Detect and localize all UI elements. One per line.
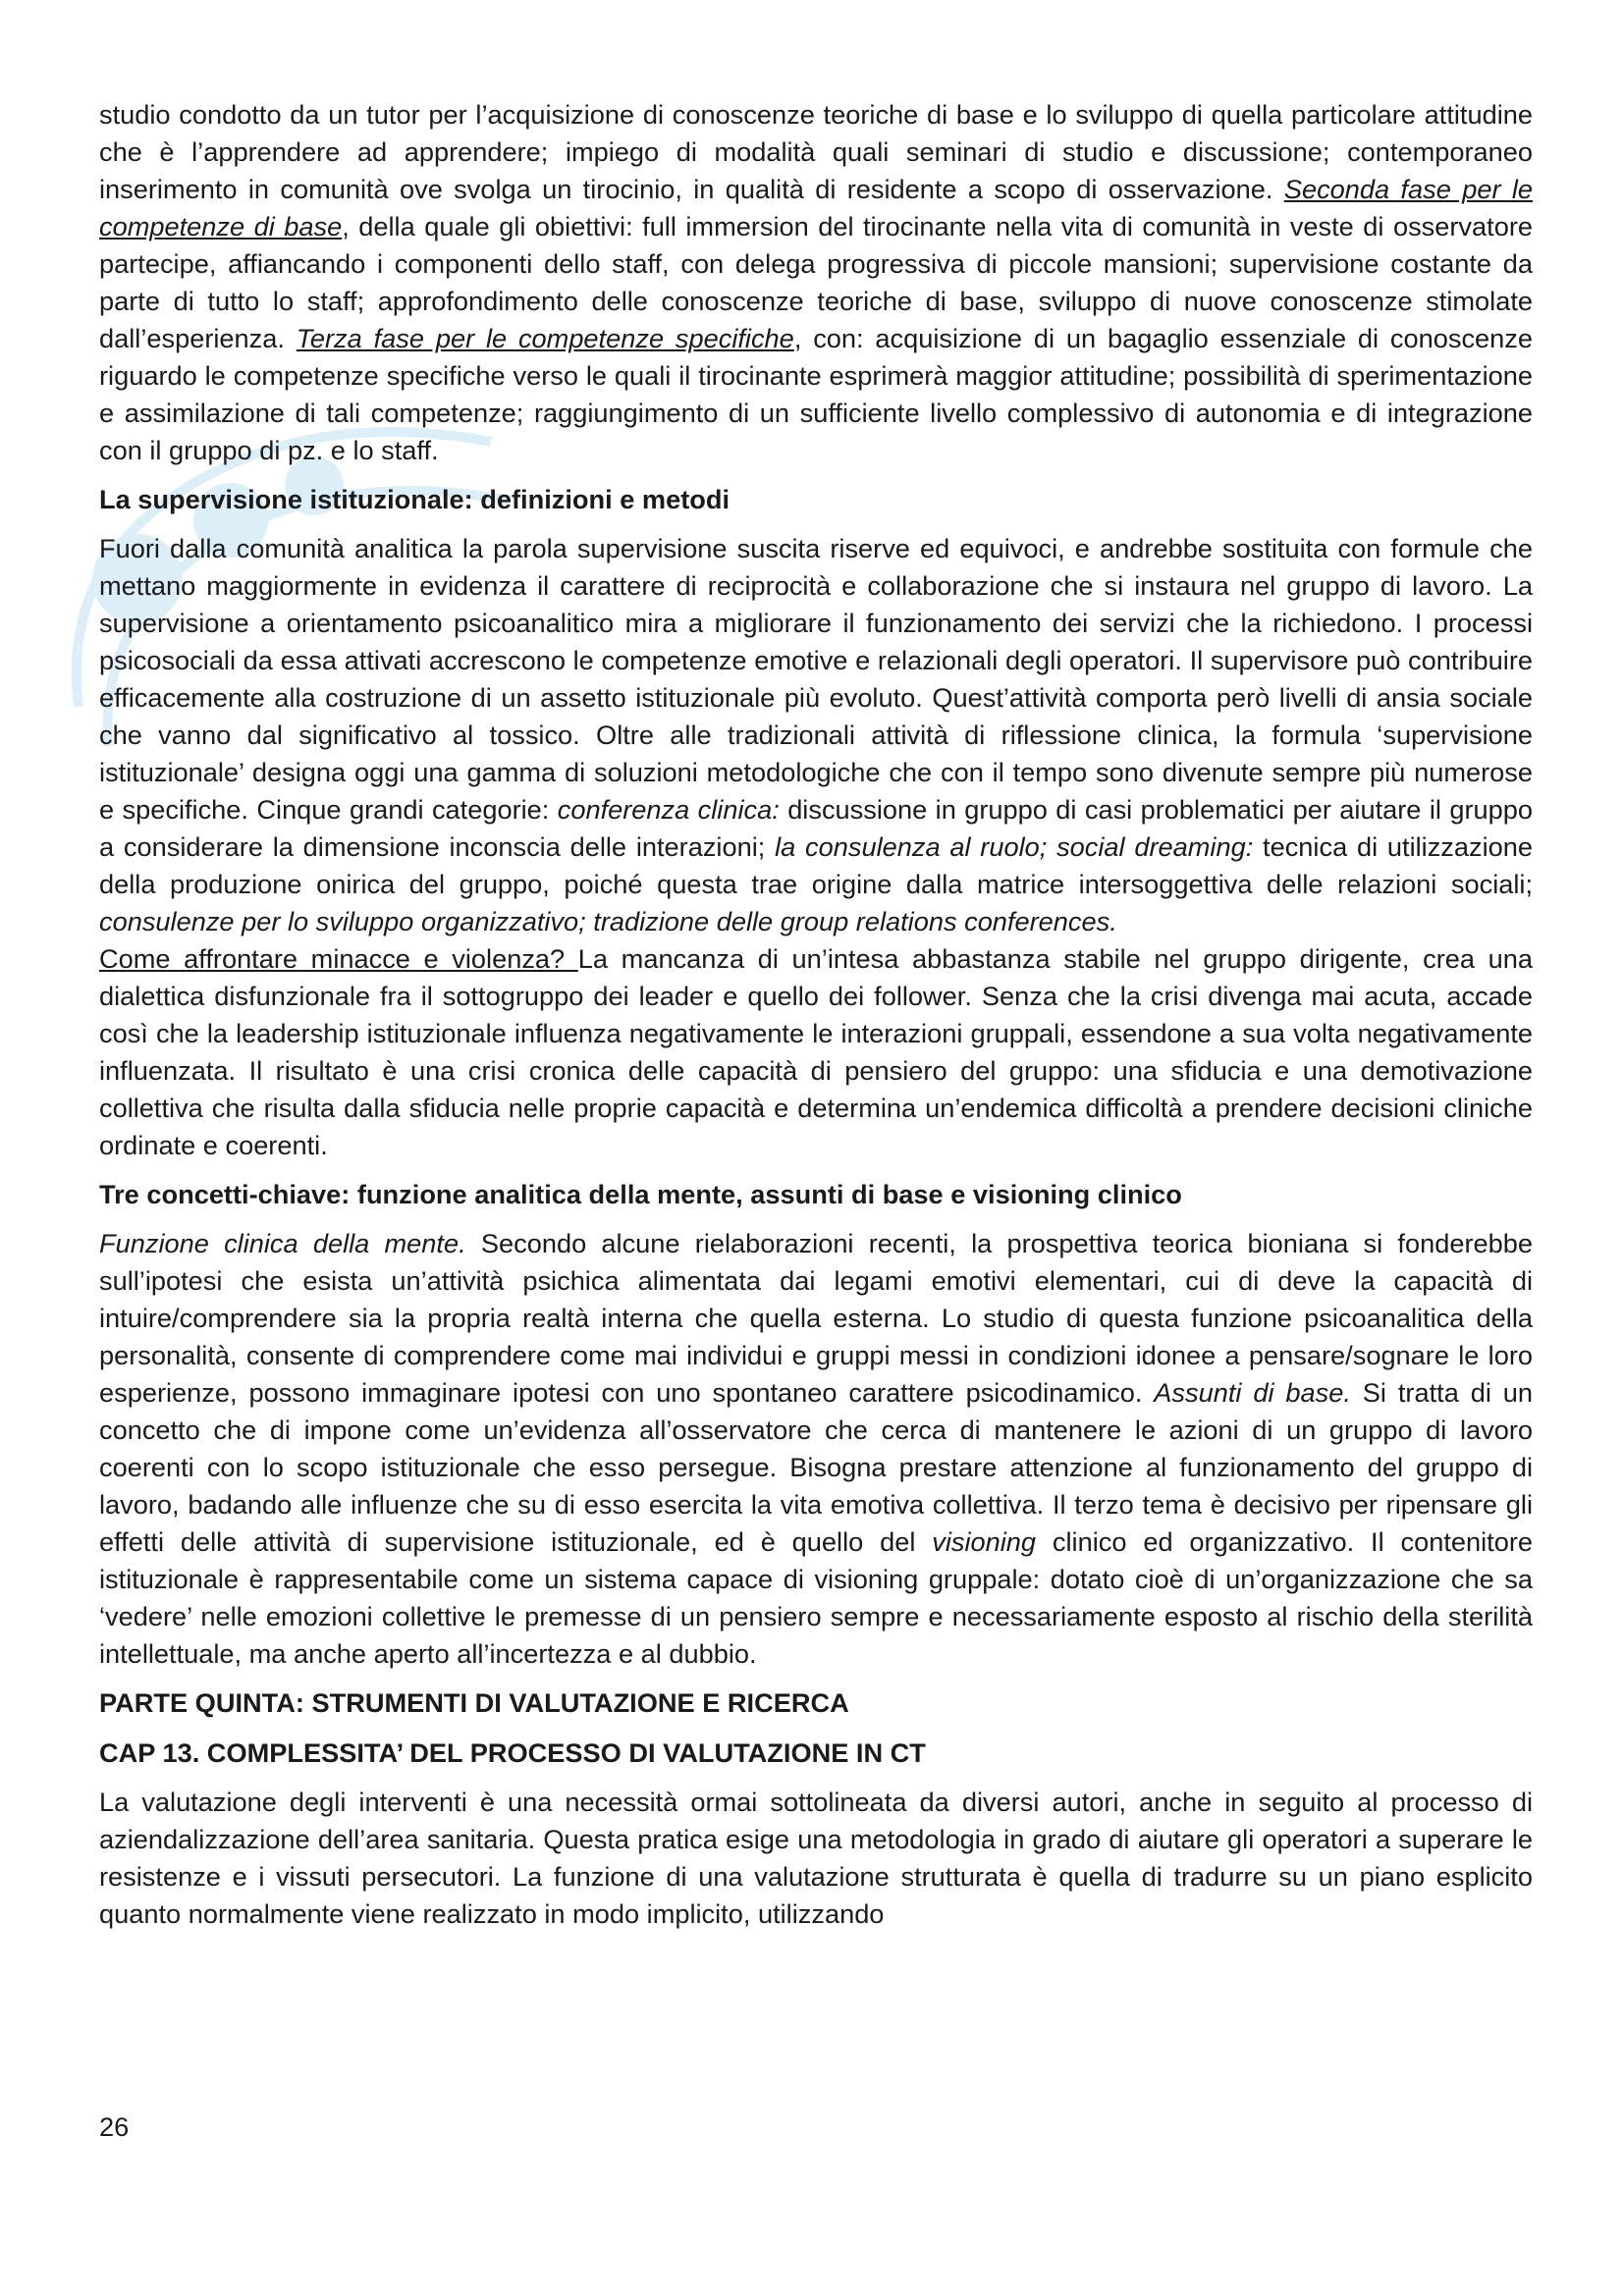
paragraph-training-phases: studio condotto da un tutor per l’acquisizione di conoscenze teoriche di base e lo sviluppo di quella particolare attitudine che è l’apprendere ad apprendere; impiego di modalità quali seminari di studio e discussione; contemporaneo inserimento in comunità ove svolga un tirocinio, in qualità di residente a scopo di osservazione. Seconda fase per le competenze di base, della quale gli obiettivi: full immersion del tirocinante nella vita di comunità in veste di osservatore partecipe, affiancando i componenti dello staff, con delega progressiva di piccole mansioni; supervisione costante da parte di tutto lo staff; approfondimento delle conoscenze teoriche di base, sviluppo di nuove conoscenze stimolate dall’esperienza. Terza fase per le competenze specifiche, con: acquisizione di un bagaglio essenziale di conoscenze riguardo le competenze specifiche verso le quali il tirocinante esprimerà maggior attitudine; possibilità di sperimentazione e assimilazione di tali competenze; raggiungimento di un sufficiente livello complessivo di autonomia e di integrazione con il gruppo di pz. e lo staff. <box>99 99 1534 465</box>
page-body <box>99 96 1533 1933</box>
clinical-function-term: Funzione clinica della mente. <box>99 1228 466 1258</box>
paragraph-key-concepts: Funzione clinica della mente. Secondo alcune rielaborazioni recenti, la prospettiva teorica bioniana si fonderebbe sull’ipotesi che esista un’attività psichica alimentata dai legami emotivi elementari, cui di deve la capacità di intuire/comprendere sia la propria realtà interna che quella esterna. Lo studio di questa funzione psicoanalitica della personalità, consente di comprendere come mai individui e gruppi messi in condizioni idonee a pensare/sognare le loro esperienze, possono immaginare ipotesi con uno spontaneo carattere psicodinamico. Assunti di base. Si tratta di un concetto che di impone come un’evidenza all’osservatore che cerca di mantenere le azioni di un gruppo di lavoro coerenti con lo scopo istituzionale che esso persegue. Bisogna prestare attenzione al funzionamento del gruppo di lavoro, badando alle influenze che su di esso esercita la vita emotiva collettiva. Il terzo tema è decisivo per ripensare gli effetti delle attività di supervisione istituzionale, ed è quello del visioning clinico ed organizzativo. Il contenitore istituzionale è rappresentabile come un sistema capace di visioning gruppale: dotato cioè di un’organizzazione che sa ‘vedere’ nelle emozioni collettive le premesse di un pensiero sempre e necessariamente esposto al rischio della sterilità intellettuale, ma anche aperto all’incertezza e al dubbio. <box>99 1228 1534 1669</box>
visioning-term: visioning <box>932 1526 1037 1557</box>
phase-two-label: Seconda fase per le competenze di base <box>99 174 1533 241</box>
paragraph-evaluation: La valutazione degli interventi è una necessità ormai sottolineata da diversi autori, anche in seguito al processo di aziendalizzazione dell’area sanitaria. Questa pratica esige una metodologia in grado di aiutare gli operatori a superare le resistenze e i vissuti persecutori. La funzione di una valutazione strutturata è quella di tradurre su un piano esplicito quanto normalmente viene realizzato in modo implicito, utilizzando <box>99 1787 1533 1929</box>
clinical-conference-term: conferenza clinica: <box>557 794 780 825</box>
paragraph-threats-violence: Come affrontare minacce e violenza? La mancanza di un’intesa abbastanza stabile nel gruppo dirigente, crea una dialettica disfunzionale fra il sottogruppo dei leader e quello dei follower. Senza che la crisi divenga mai acuta, accade così che la leadership istituzionale influenza negativamente le interazioni gruppali, essendone a sua volta negativamente influenzata. Il risultato è una crisi cronica delle capacità di pensiero del gruppo: una sfiducia e una demotivazione collettiva che risulta dalla sfiducia nelle proprie capacità e determina un’endemica difficoltà a prendere decisioni cliniche ordinate e coerenti. <box>99 943 1533 1160</box>
paragraph-supervision: Fuori dalla comunità analitica la parola supervisione suscita riserve ed equivoci, e andrebbe sostituita con formule che mettano maggiormente in evidenza il carattere di reciprocità e collaborazione che si instaura nel gruppo di lavoro. La supervisione a orientamento psicoanalitico mira a migliorare il funzionamento dei servizi che la richiedono. I processi psicosociali da essa attivati accrescono le competenze emotive e relazionali degli operatori. Il supervisore può contribuire efficacemente alla costruzione di un assetto istituzionale più evoluto. Quest’attività comporta però livelli di ansia sociale che vanno dal significativo al tossico. Oltre alle tradizionali attività di riflessione clinica, la formula ‘supervisione istituzionale’ designa oggi una gamma di soluzioni metodologiche che con il tempo sono divenute sempre più numerose e specifiche. Cinque grandi categorie: conferenza clinica: discussione in gruppo di casi problematici per aiutare il gruppo a considerare la dimensione inconscia delle interazioni; la consulenza al ruolo; social dreaming: tecnica di utilizzazione della produzione onirica del gruppo, poiché questa trae origine dalla matrice intersoggettiva delle relazioni sociali; consulenze per lo sviluppo organizzativo; tradizione delle group relations conferences. <box>99 533 1533 936</box>
heading-key-concepts: Tre concetti-chiave: funzione analitica della mente, assunti di base e visioning clinico <box>99 1179 1182 1209</box>
heading-part-five: PARTE QUINTA: STRUMENTI DI VALUTAZIONE E RICERCA <box>99 1687 849 1718</box>
role-consulting-term: la consulenza al ruolo; social dreaming: <box>775 831 1254 862</box>
basic-assumptions-term: Assunti di base. <box>1154 1377 1351 1408</box>
phase-three-label: Terza fase per le competenze specifiche <box>296 323 794 353</box>
heading-chapter-13: CAP 13. COMPLESSITA’ DEL PROCESSO DI VALUTAZIONE IN CT <box>99 1737 926 1768</box>
threats-question: Come affrontare minacce e violenza? <box>99 943 578 974</box>
page-number: 26 <box>99 2111 130 2142</box>
organizational-consulting-term: consulenze per lo sviluppo organizzativo; tradizione delle group relations conferences. <box>99 906 1117 936</box>
heading-institutional-supervision: La supervisione istituzionale: definizioni e metodi <box>99 484 730 514</box>
